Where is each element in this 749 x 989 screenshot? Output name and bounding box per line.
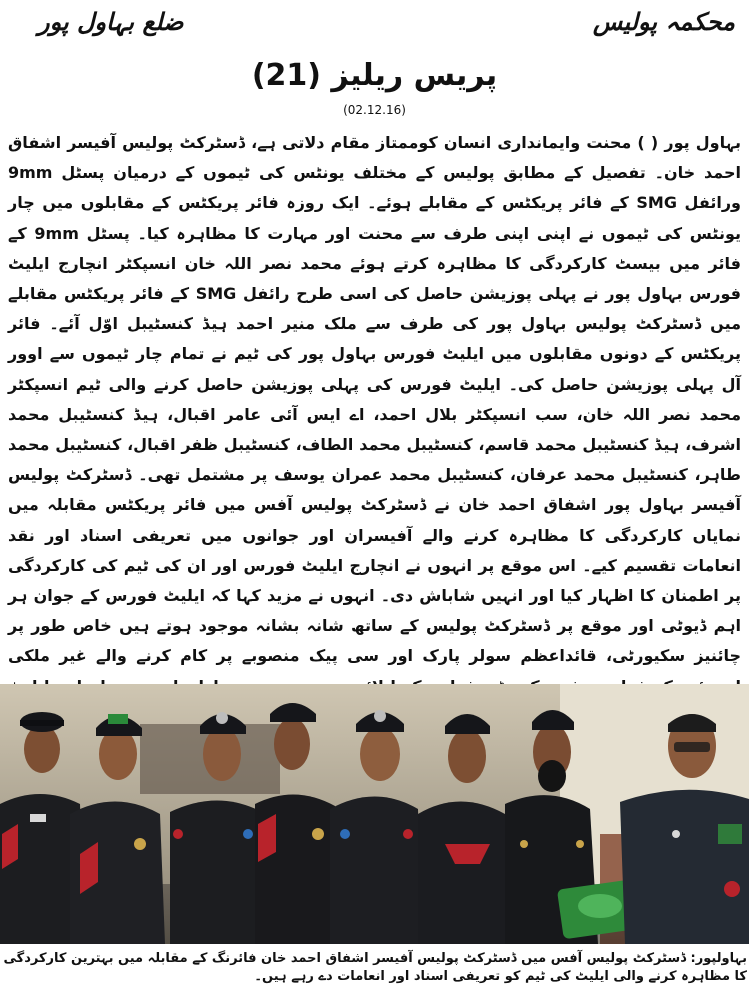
ceremony-photo <box>0 684 749 944</box>
photo-caption: بہاولپور: ڈسٹرکٹ پولیس آفس میں ڈسٹرکٹ پولیس آفیسر اشفاق احمد خان فائرنگ کے مقابلہ میں بہترین کارکردگی کا مظاہرہ کرنے والی ایلیٹ کی ٹیم کو تعریفی اسناد اور انعامات دے رہے ہیں۔ <box>3 951 747 984</box>
district-heading: ضلع بہاول پور <box>38 8 184 36</box>
body-paragraph: بہاول پور ( ) محنت وایمانداری انسان کوممتاز مقام دلاتی ہے، ڈسٹرکٹ پولیس آفیسر اشفاق احمد خان۔ تفصیل کے مطابق پولیس کے مختلف یونٹس کی ٹیموں کے درمیان پسٹل 9mm ورائفل SMG کے فائر پریکٹس کے مقابلے ہوئے۔ ایک روزہ فائر پریکٹس کے مقابلوں میں چار یونٹس کی ٹیموں نے اپنی اپنی طرف سے محنت اور مہارت کا مظاہرہ کیا۔ پسٹل 9mm کے فائر میں بیسٹ کارکردگی کا مظاہرہ کرتے ہوئے محمد نصر اللہ خان انسپکٹر انچارج ایلیٹ فورس بہاول پور نے پہلی پوزیشن حاصل کی اسی طرح رائفل SMG کے فائر پریکٹس مقابلے میں ڈسٹرکٹ پولیس بہاول پور کی طرف سے ملک منیر احمد ہیڈ کنسٹیبل اوّل آئے۔ فائر پریکٹس کے دونوں مقابلوں میں ایلیٹ فورس بہاول پور کی ٹیم نے تمام چار ٹیموں سے اوور آل پہلی پوزیشن حاصل کی۔ ایلیٹ فورس کی پہلی پوزیشن حاصل کرنے والی ٹیم انسپکٹر محمد نصر اللہ خان، سب انسپکٹر بلال احمد، اے ایس آئی عامر اقبال، ہیڈ کنسٹیبل محمد اشرف، ہیڈ کنسٹیبل محمد قاسم، کنسٹیبل محمد الطاف، کنسٹیبل ظفر اقبال، کنسٹیبل محمد طاہر، کنسٹیبل محمد عرفان، کنسٹیبل محمد عمران یوسف پر مشتمل تھی۔ ڈسٹرکٹ پولیس آفیسر بہاول پور اشفاق احمد خان نے ڈسٹرکٹ پولیس آفس میں فائر پریکٹس مقابلہ میں نمایاں کارکردگی کا مظاہرہ کرنے والے آفیسران اور جوانوں میں تعریفی اسناد اور نقد انعامات تقسیم کیے۔ اس موقع پر انہوں نے انچارج ایلیٹ فورس اور ان کی ٹیم کی کارکردگی پر اطمنان کا اظہار کیا اور انہیں شاباش دی۔ انہوں نے مزید کہا کہ ایلیٹ فورس کے جوان ہر اہم ڈیوٹی اور موقع پر ڈسٹرکٹ پولیس کے ساتھ شانہ بشانہ موجود ہوتے ہیں خاص طور پر چائنیز سکیورٹی، قائداعظم سولر پارک اور سی پیک منصوبے پر کام کرنے والے غیر ملکی <box>8 133 742 666</box>
department-heading: محکمہ پولیس <box>592 8 735 36</box>
release-date: (02.12.16) <box>343 103 406 117</box>
press-release-title: پریس ریلیز (21) <box>251 58 498 93</box>
press-release-body <box>8 128 741 676</box>
